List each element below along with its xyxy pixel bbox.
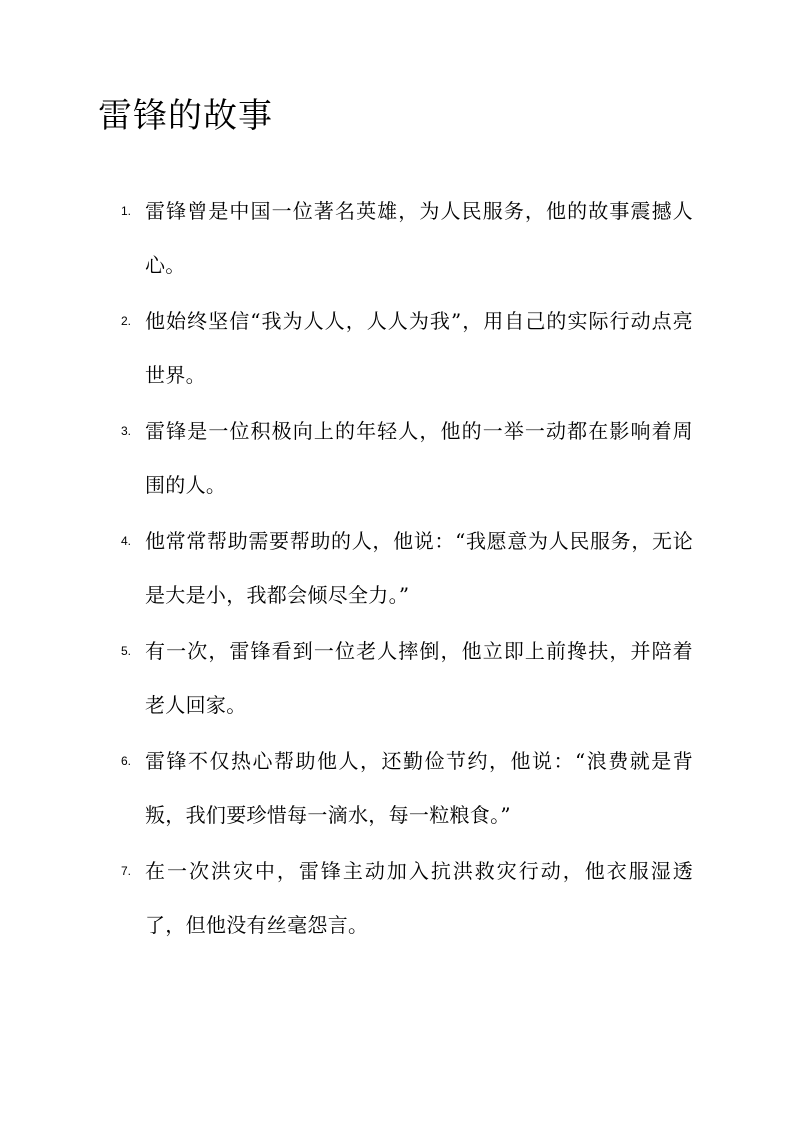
list-item-number: 2. [121, 314, 132, 328]
page-title: 雷锋的故事 [98, 96, 273, 136]
list-item [0, 514, 800, 624]
list-item [0, 184, 800, 294]
list-item-number: 1. [121, 204, 132, 218]
list-item [0, 734, 800, 844]
list-item-number: 7. [121, 864, 132, 878]
list-item-number: 3. [121, 424, 132, 438]
list-item-number: 4. [121, 534, 132, 548]
list-item-text: 雷锋不仅热心帮助他人，还勤俭节约，他说：“浪费就是背叛，我们要珍惜每一滴水，每一粒粮食。” [145, 749, 693, 827]
list-item [0, 404, 800, 514]
list-item-text: 他常常帮助需要帮助的人，他说：“我愿意为人民服务，无论是大是小，我都会倾尽全力。” [145, 529, 693, 607]
list-item [0, 844, 800, 954]
list-item-number: 6. [121, 754, 132, 768]
list-item-text: 雷锋曾是中国一位著名英雄，为人民服务，他的故事震撼人心。 [145, 199, 693, 277]
list-item-number: 5. [121, 644, 132, 658]
list-item-text: 他始终坚信“我为人人，人人为我”，用自己的实际行动点亮世界。 [145, 309, 693, 387]
list-item-text: 雷锋是一位积极向上的年轻人，他的一举一动都在影响着周围的人。 [145, 419, 693, 497]
list-item [0, 624, 800, 734]
list-item-text: 有一次，雷锋看到一位老人摔倒，他立即上前搀扶，并陪着老人回家。 [145, 639, 693, 717]
list-item-text: 在一次洪灾中，雷锋主动加入抗洪救灾行动，他衣服湿透了，但他没有丝毫怨言。 [145, 859, 693, 937]
list-item [0, 294, 800, 404]
